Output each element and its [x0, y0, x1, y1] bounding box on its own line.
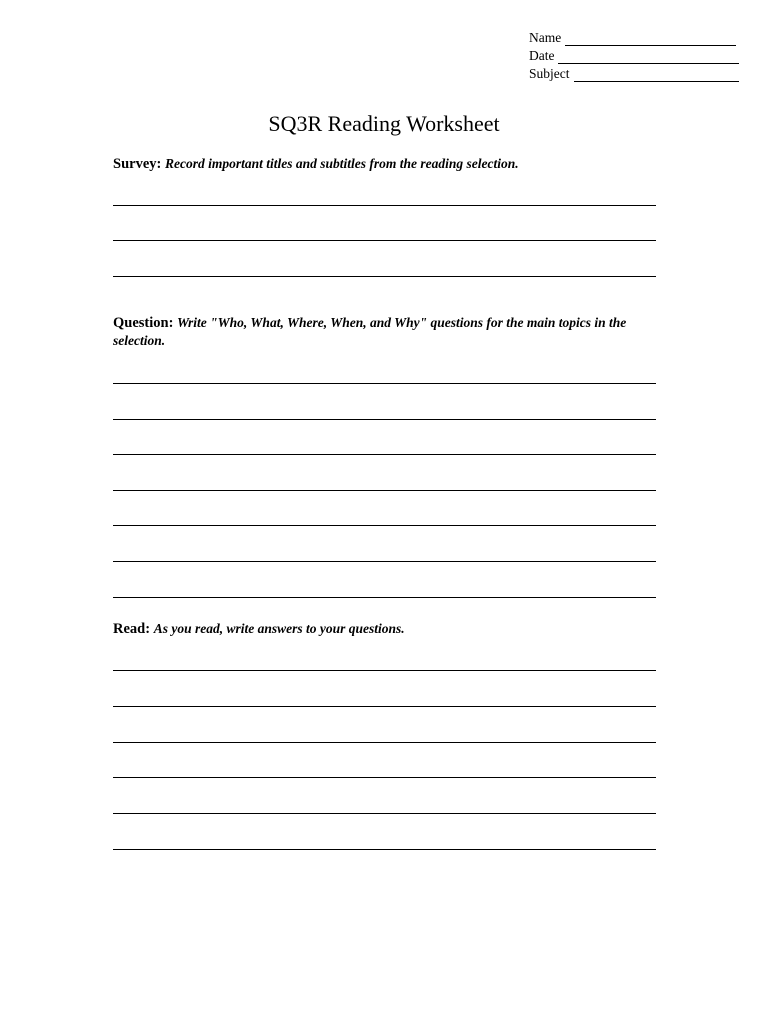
name-label: Name [529, 30, 562, 45]
read-answer-line[interactable] [113, 849, 656, 850]
survey-answer-line[interactable] [113, 276, 656, 277]
survey-instruction: Record important titles and subtitles from the reading selection. [164, 156, 519, 171]
survey-answer-line[interactable] [113, 240, 656, 241]
student-info [529, 28, 739, 82]
date-field [529, 46, 739, 64]
question-answer-line[interactable] [113, 525, 656, 526]
read-answer-line[interactable] [113, 777, 656, 778]
worksheet-title: SQ3R Reading Worksheet [268, 111, 500, 136]
read-answer-line[interactable] [113, 813, 656, 814]
question-instruction: Write "Who, What, Where, When, and Why" questions for the main topics in the selection. [113, 315, 627, 348]
survey-answer-line[interactable] [113, 205, 656, 206]
read-term: Read: [113, 621, 151, 637]
survey-heading [113, 155, 658, 173]
date-blank[interactable] [558, 50, 739, 64]
question-answer-line[interactable] [113, 454, 656, 455]
question-answer-line[interactable] [113, 490, 656, 491]
read-answer-line[interactable] [113, 706, 656, 707]
question-heading [113, 314, 658, 350]
question-answer-line[interactable] [113, 383, 656, 384]
read-answer-line[interactable] [113, 670, 656, 671]
survey-term: Survey: [113, 156, 162, 172]
subject-blank[interactable] [574, 68, 740, 82]
date-label: Date [529, 48, 555, 63]
question-answer-line[interactable] [113, 419, 656, 420]
name-blank[interactable] [565, 32, 736, 46]
read-heading [113, 620, 658, 638]
question-term: Question: [113, 315, 174, 331]
name-field [529, 28, 739, 46]
read-answer-line[interactable] [113, 742, 656, 743]
question-answer-line[interactable] [113, 597, 656, 598]
subject-label: Subject [529, 66, 570, 81]
subject-field [529, 64, 739, 82]
question-answer-line[interactable] [113, 561, 656, 562]
read-instruction: As you read, write answers to your questions. [153, 621, 405, 636]
